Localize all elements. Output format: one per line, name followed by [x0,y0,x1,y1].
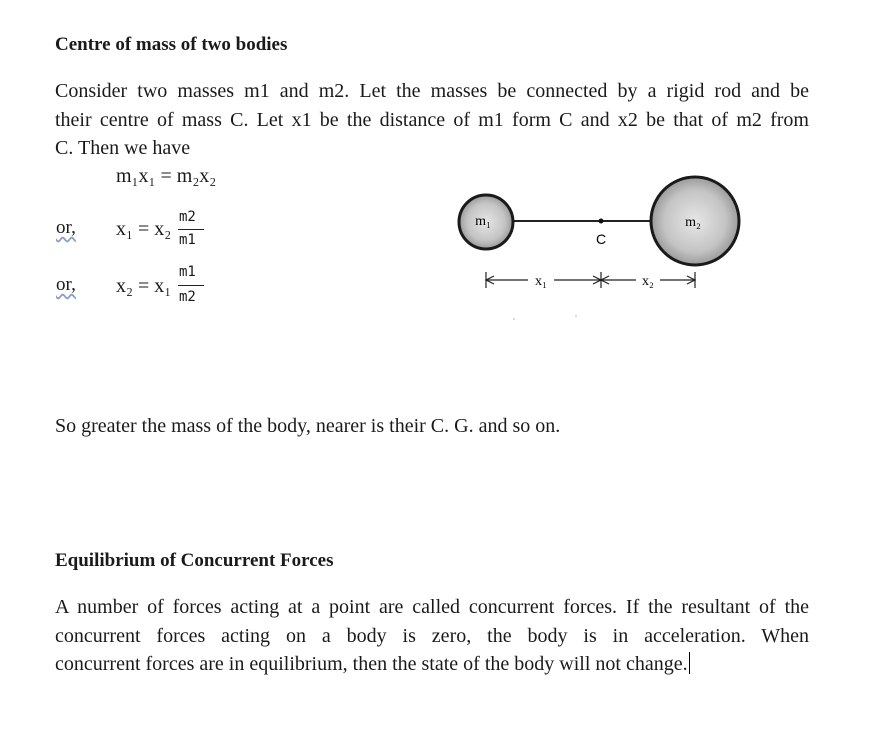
paragraph-line-last [55,650,809,679]
paragraph-line-text: concurrent forces are in equilibrium, then the state of the body will not change. [55,653,688,675]
paragraph-line: A number of forces acting at a point are called concurrent forces. If the resultant of the [55,596,809,618]
section-title-centre-of-mass: Centre of mass of two bodies [55,34,288,55]
x1-label: x₁ [535,274,547,289]
fraction-numerator-2: m1 [179,264,196,280]
x2-label: x₂ [642,274,654,289]
scan-speck [575,315,577,317]
mass-2-label: m₂ [685,215,701,230]
equilibrium-paragraph [55,593,809,679]
paragraph-line: concurrent forces acting on a body is zero, the body is in acceleration. When [55,624,809,647]
text-cursor [689,652,691,674]
or-label-1: or, [56,217,76,238]
mass-1-label: m₁ [475,214,491,229]
fraction-bar-2 [178,285,204,286]
paragraph-line: C. Then we have [55,137,191,159]
equation-x2-lhs: x₂ = x₁ [116,275,172,297]
center-of-mass-point [599,219,604,224]
fraction-denominator-1: m1 [179,232,196,248]
fraction-denominator-2: m2 [179,289,196,305]
fraction-bar-1 [178,229,204,230]
scan-speck [513,318,515,320]
centre-of-mass-paragraph [55,77,809,163]
paragraph-line: their centre of mass C. Let x1 be the distance of m1 form C and x2 be that of m2 from [55,108,809,131]
two-mass-diagram [440,170,760,330]
conclusion-text: So greater the mass of the body, nearer is their C. G. and so on. [55,415,561,437]
or-label-2: or, [56,274,76,295]
fraction-numerator-1: m2 [179,209,196,225]
equation-x1-lhs: x₁ = x₂ [116,218,172,240]
section-title-equilibrium: Equilibrium of Concurrent Forces [55,550,334,571]
equation-main: m₁x₁ = m₂x₂ [116,165,217,187]
center-label: C [595,231,607,247]
paragraph-line: Consider two masses m1 and m2. Let the masses be connected by a rigid rod and be [55,80,809,102]
